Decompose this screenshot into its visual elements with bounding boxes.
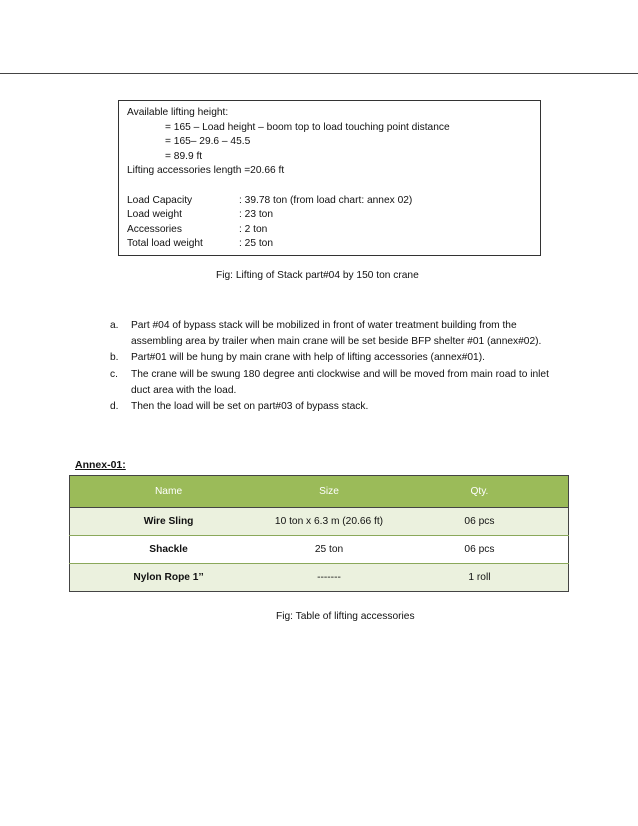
figure-caption-accessories-table: Fig: Table of lifting accessories — [276, 611, 415, 622]
cell-size: ------- — [267, 564, 391, 592]
cell-size: 25 ton — [267, 536, 391, 564]
load-capacity-row — [127, 194, 540, 209]
cell-name: Nylon Rope 1’’ — [70, 564, 268, 592]
accessories-row — [127, 223, 540, 238]
row-label: Accessories — [127, 223, 182, 235]
list-marker: c. — [110, 368, 118, 380]
list-item — [110, 399, 570, 415]
row-label: Load Capacity — [127, 194, 193, 206]
cell-qty: 06 pcs — [391, 508, 569, 536]
cell-size: 10 ton x 6.3 m (20.66 ft) — [267, 508, 391, 536]
total-load-row — [127, 237, 540, 252]
row-label: Load weight — [127, 209, 182, 221]
equation-line-1: = 165 – Load height – boom top to load touching point distance — [165, 121, 450, 133]
list-text: Part #04 of bypass stack will be mobilized in front of water treatment building from the assembling area by trailer when main crane will be set beside BFP shelter #01 (annex#02). — [131, 320, 542, 348]
row-value: : 2 ton — [239, 223, 268, 235]
cell-qty: 06 pcs — [391, 536, 569, 564]
lifting-calculation-box — [118, 100, 541, 256]
header-name: Name — [70, 476, 268, 508]
procedure-steps — [110, 318, 570, 415]
annex-title: Annex-01: — [75, 459, 126, 471]
header-rule — [0, 73, 638, 74]
list-text: The crane will be swung 180 degree anti clockwise and will be moved from main road to inlet duct area with the load. — [131, 368, 549, 396]
row-label: Total load weight — [127, 238, 203, 250]
lifting-accessories-table — [69, 475, 569, 592]
list-marker: d. — [110, 401, 119, 413]
row-value: : 25 ton — [239, 238, 273, 250]
list-item — [110, 318, 570, 350]
cell-qty: 1 roll — [391, 564, 569, 592]
figure-caption-stack-lifting: Fig: Lifting of Stack part#04 by 150 ton crane — [216, 270, 419, 281]
equation-line-3: = 89.9 ft — [165, 150, 203, 162]
header-size: Size — [267, 476, 391, 508]
row-value: : 39.78 ton (from load chart: annex 02) — [239, 194, 413, 206]
available-height-label: Available lifting height: — [127, 107, 229, 118]
accessories-length: Lifting accessories length =20.66 ft — [127, 165, 285, 177]
header-qty: Qty. — [391, 476, 569, 508]
table-row — [70, 508, 569, 536]
list-marker: b. — [110, 352, 119, 364]
list-item — [110, 350, 570, 366]
spacer — [127, 179, 540, 194]
table-row — [70, 564, 569, 592]
list-item — [110, 367, 570, 399]
table-header-row — [70, 476, 569, 508]
cell-name: Shackle — [70, 536, 268, 564]
cell-name: Wire Sling — [70, 508, 268, 536]
row-value: : 23 ton — [239, 209, 273, 221]
load-weight-row — [127, 208, 540, 223]
equation-line-2: = 165– 29.6 – 45.5 — [165, 136, 251, 148]
list-text: Then the load will be set on part#03 of bypass stack. — [131, 401, 369, 413]
list-marker: a. — [110, 320, 119, 331]
list-text: Part#01 will be hung by main crane with help of lifting accessories (annex#01). — [131, 352, 485, 364]
table-row — [70, 536, 569, 564]
